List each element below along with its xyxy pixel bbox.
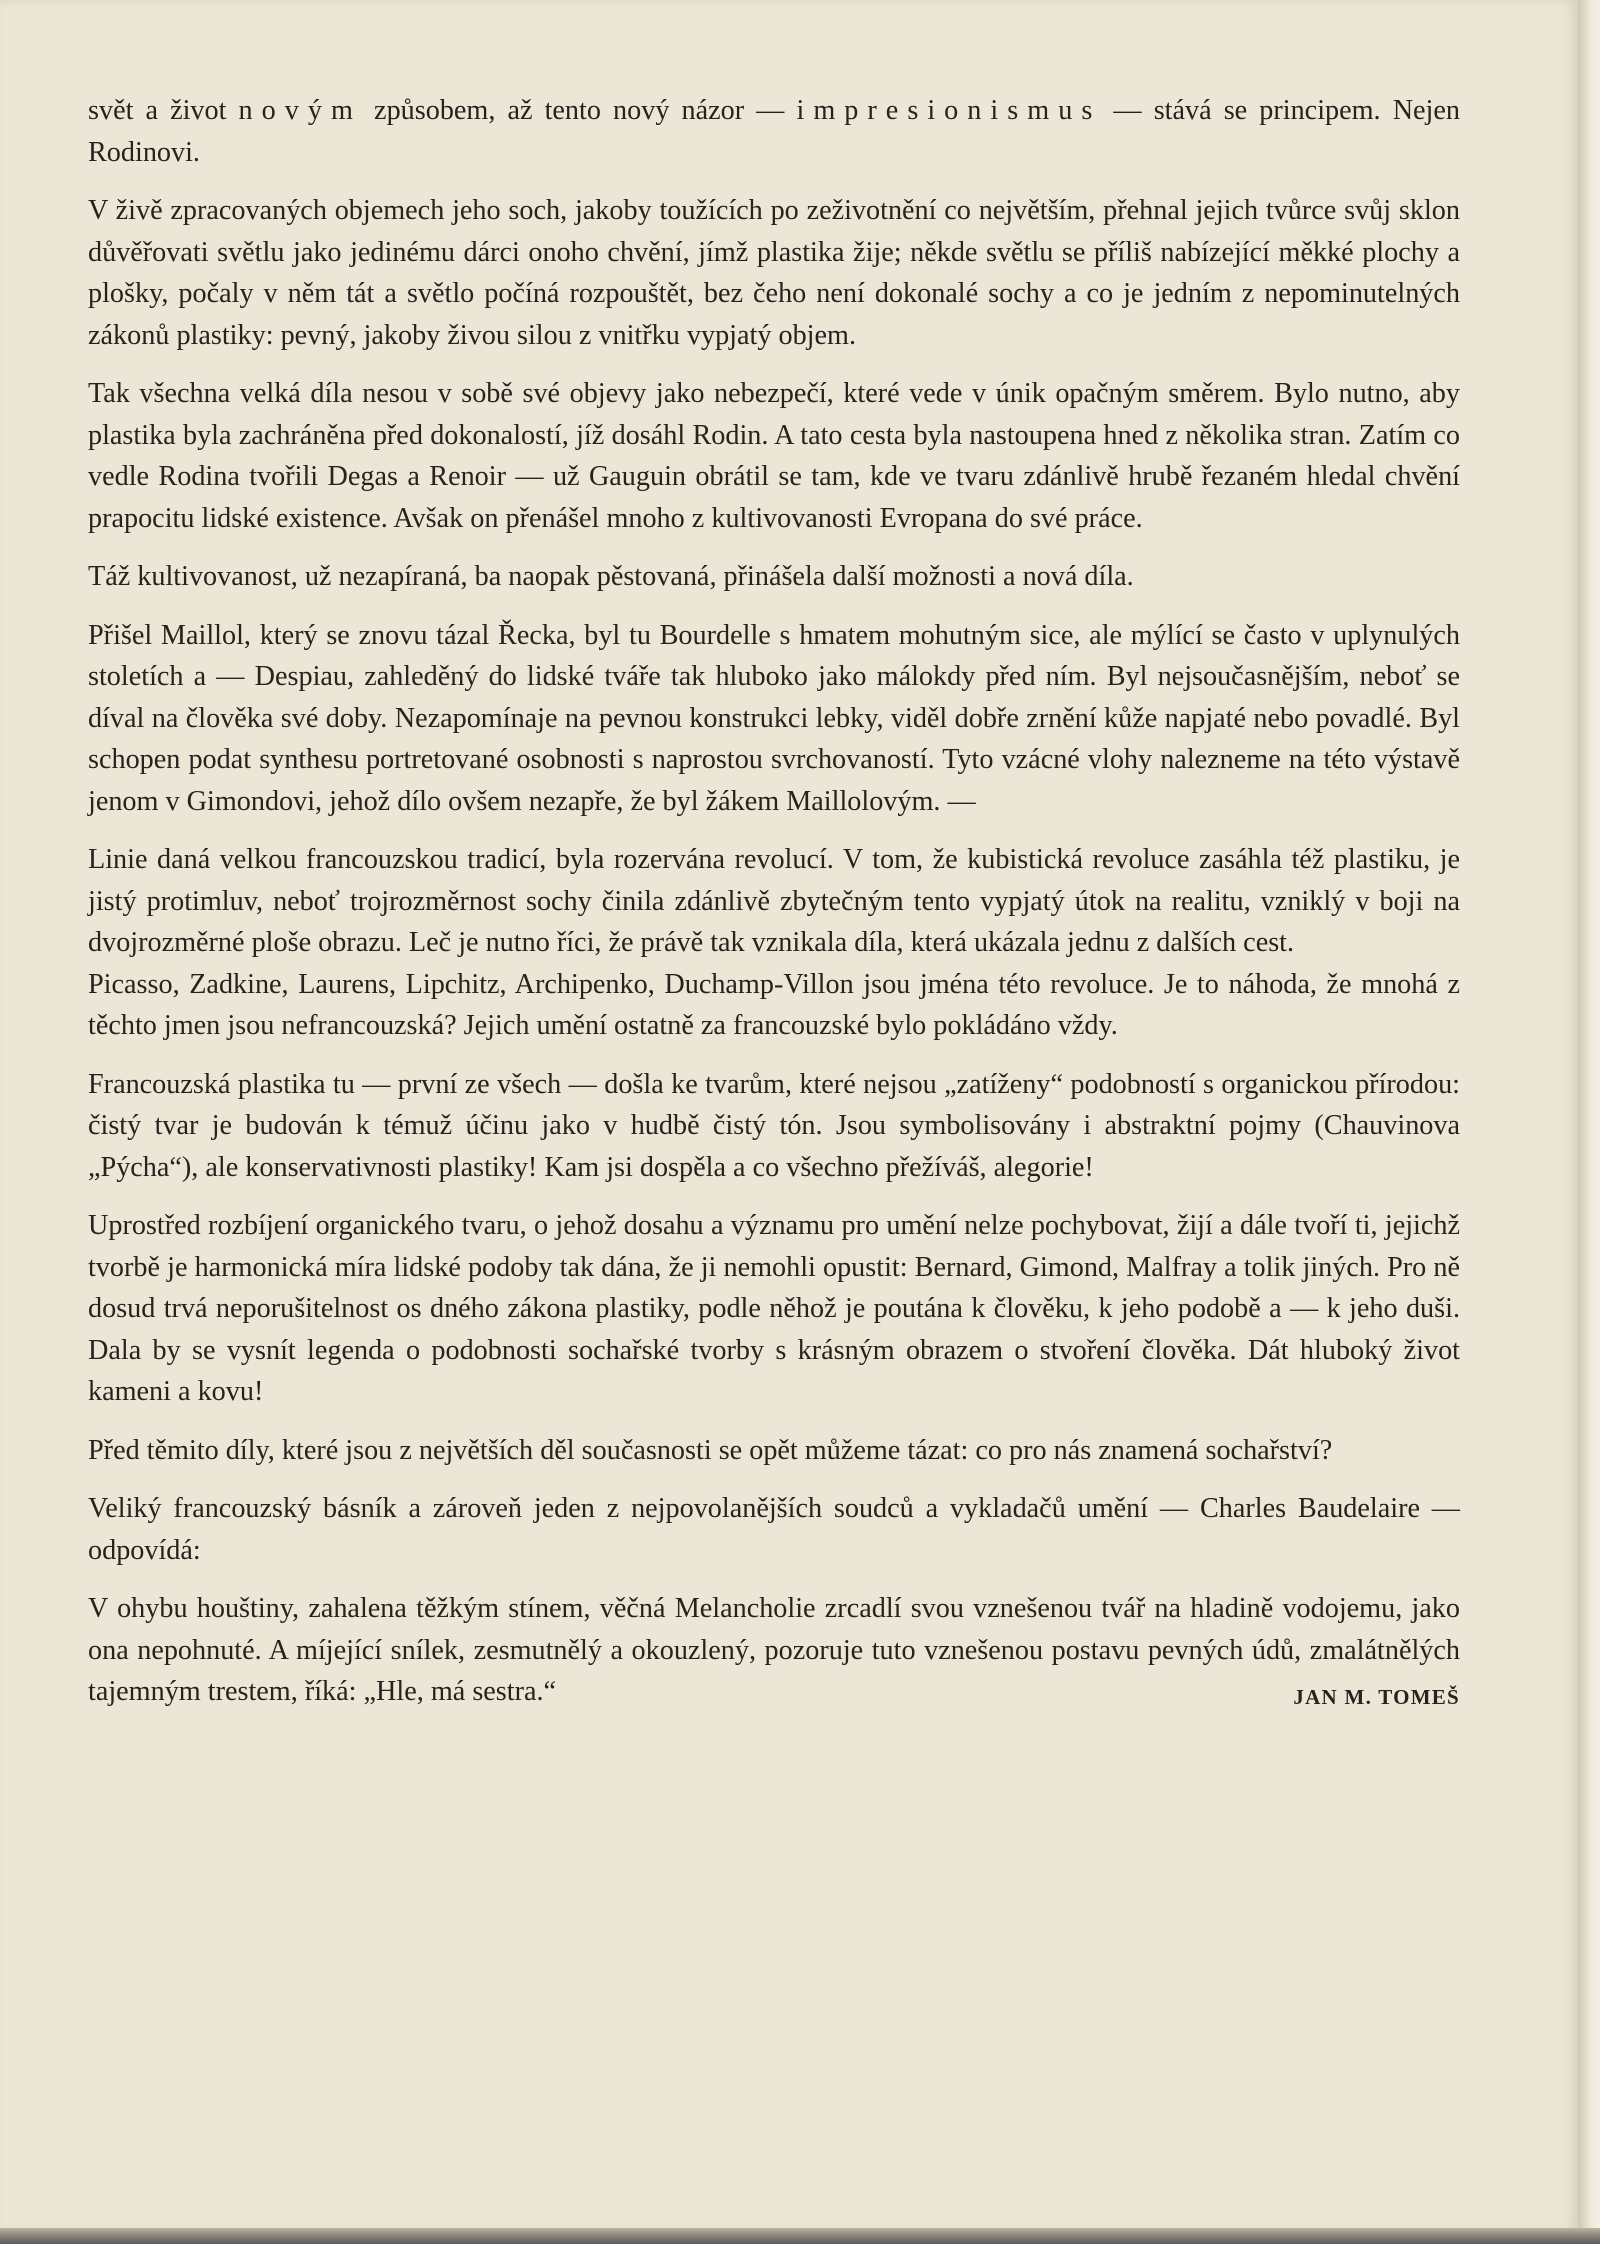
paragraph-6: Linie daná velkou francouzskou tradicí, byla rozervána revolucí. V tom, že kubistická revoluce zasáhla též plastiku, je jistý protimluv, neboť trojrozměrnost sochy činila zdánlivě zbytečným tento vypjatý útok na realitu, vzniklý v boji na dvojrozměrné ploše obrazu. Leč je nutno říci, že právě tak vznikala díla, která ukázala jednu z dalších cest. xyxy=(88,844,1460,958)
author-signature: JAN M. TOMEŠ xyxy=(1293,1685,1460,1709)
paragraph-12: V ohybu houštiny, zahalena těžkým stínem, věčná Melancholie zrcadlí svou vznešenou tvář na hladině vodojemu, jako ona nepohnuté. A míjející snílek, zesmutnělý a okouzlený, pozoruje tuto vznešenou postavu pevných údů, zmalátnělých tajemným trestem, říká: „Hle, má sestra.“ JAN M. TOMEŠ xyxy=(88,1588,1460,1713)
paragraph-3: Tak všechna velká díla nesou v sobě své objevy jako nebezpečí, které vede v únik opačným směrem. Bylo nutno, aby plastika byla zachráněna před dokonalostí, jíž dosáhl Rodin. A tato cesta byla nastoupena hned z několika stran. Zatím co vedle Rodina tvořili Degas a Renoir — už Gauguin obrátil se tam, kde ve tvaru zdánlivě hrubě řezaném hledal chvění prapocitu lidské existence. Avšak on přenášel mnoho z kultivovanosti Evropana do své práce. xyxy=(88,378,1460,534)
paragraph-5: Přišel Maillol, který se znovu tázal Řecka, byl tu Bourdelle s hmatem mohutným sice, ale mýlící se často v uplynulých stoletích a — Despiau, zahleděný do lidské tváře tak hluboko jako málokdy před ním. Byl nejsoučasnějším, neboť se díval na člověka své doby. Nezapomínaje na pevnou konstrukci lebky, viděl dobře zrnění kůže napjaté nebo povadlé. Byl schopen podat synthesu portretované osobnosti s naprostou svrchovaností. Tyto vzácné vlohy nalezneme na této výstavě jenom v Gimondovi, jehož dílo ovšem nezapře, že byl žákem Maillolovým. — xyxy=(88,619,1460,817)
paragraph-1: svět a život novým způsobem, až tento nový názor — impresionismus — stává se principem. Nejen Rodinovi. xyxy=(88,95,1460,168)
paragraph-4: Táž kultivovanost, už nezapíraná, ba naopak pěstovaná, přinášela další možnosti a nová díla. xyxy=(88,561,1134,592)
paragraph-8: Francouzská plastika tu — první ze všech — došla ke tvarům, které nejsou „zatíženy“ podobností s organickou přírodou: čistý tvar je budován k témuž účinu jako v hudbě čistý tón. Jsou symbolisovány i abstraktní pojmy (Chauvinova „Pýcha“), ale konservativnosti plastiky! Kam jsi dospěla a co všechno přežíváš, alegorie! xyxy=(88,1068,1460,1183)
paragraph-9: Uprostřed rozbíjení organického tvaru, o jehož dosahu a významu pro umění nelze pochybovat, žijí a dále tvoří ti, jejichž tvorbě je harmonická míra lidské podoby tak dána, že ji nemohli opustit: Bernard, Gimond, Malfray a tolik jiných. Pro ně dosud trvá neporušitelnost os dného zákona plastiky, podle něhož je poutána k člověku, k jeho podobě a — k jeho duši. Dala by se vysnít legenda o podobnosti sochařské tvorby s krásným obrazem o stvoření člověka. Dát hluboký život kameni a kovu! xyxy=(88,1210,1460,1407)
page-edge-bottom xyxy=(0,2228,1600,2244)
paragraph-7: Picasso, Zadkine, Laurens, Lipchitz, Archipenko, Duchamp-Villon jsou jména této revoluce. Je to náhoda, že mnohá z těchto jmen jsou nefrancouzská? Jejich umění ostatně za francouzské bylo pokládáno vždy. xyxy=(88,968,1460,1041)
article-body xyxy=(88,90,1460,1730)
paragraph-11: Veliký francouzský básník a zároveň jeden z nejpovolanějších soudců a vykladačů umění — Charles Baudelaire — odpovídá: xyxy=(88,1493,1460,1566)
paragraph-10: Před těmito díly, které jsou z největších děl současnosti se opět můžeme tázat: co pro nás znamená sochařství? xyxy=(88,1434,1333,1466)
page-edge-right xyxy=(1578,0,1600,2244)
paragraph-2: V živě zpracovaných objemech jeho soch, jakoby toužících po zeživotnění co největším, přehnal jejich tvůrce svůj sklon důvěřovati světlu jako jedinému dárci onoho chvění, jímž plastika žije; někde světlu se příliš nabízející měkké plochy a plošky, počaly v něm tát a světlo počíná rozpouštět, bez čeho není dokonalé sochy a co je jedním z nepominutelných zákonů plastiky: pevný, jakoby živou silou z vnitřku vypjatý objem. xyxy=(88,195,1460,351)
